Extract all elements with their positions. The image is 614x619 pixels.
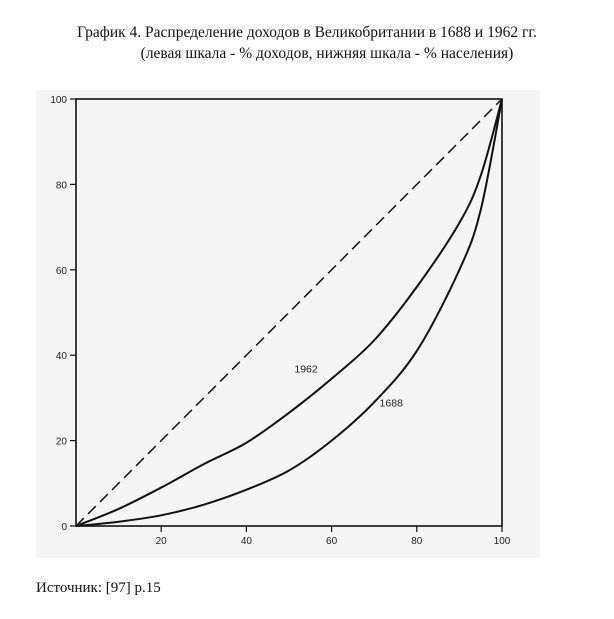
y-tick-label: 60 [55, 265, 67, 277]
source-note: Источник: [97] p.15 [36, 580, 161, 596]
chart-title: График 4. Распределение доходов в Великобритании в 1688 и 1962 гг. [77, 24, 537, 41]
x-tick-label: 40 [240, 536, 252, 547]
y-tick-label: 80 [55, 180, 67, 192]
chart-subtitle: (левая шкала - % доходов, нижняя шкала - % населения) [140, 45, 514, 62]
y-tick-label: 20 [55, 436, 67, 448]
y-tick-label: 0 [61, 522, 67, 533]
y-tick-label: 100 [50, 95, 67, 106]
x-tick-label: 20 [155, 536, 167, 547]
series-label-1962: 1962 [294, 363, 318, 376]
y-tick-label: 40 [55, 351, 67, 363]
x-tick-label: 80 [411, 536, 423, 547]
x-tick-label: 100 [493, 536, 511, 547]
x-tick-label: 60 [326, 536, 338, 547]
series-label-1688: 1688 [379, 397, 403, 410]
